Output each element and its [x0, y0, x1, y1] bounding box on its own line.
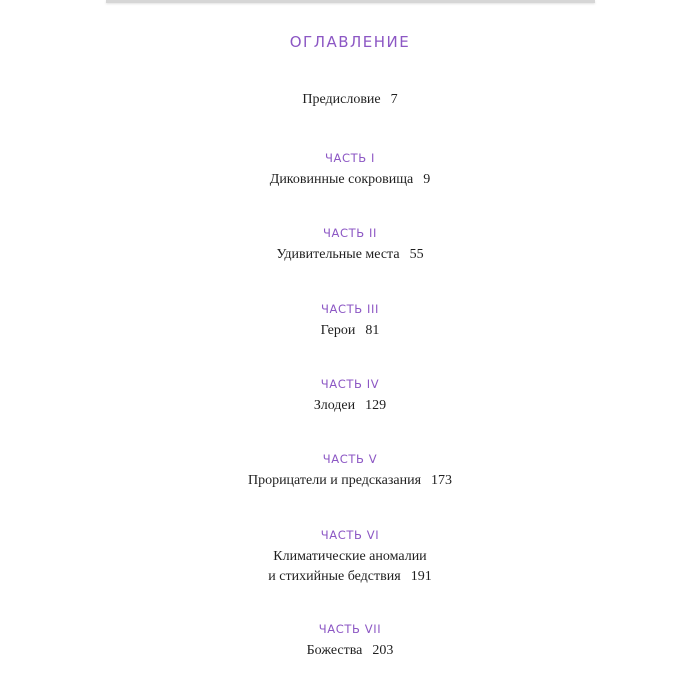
entry-title-continued: и стихийные бедствия	[268, 569, 401, 584]
entry-title-line	[0, 396, 700, 416]
top-border	[106, 0, 595, 3]
part-label: ЧАСТЬ VII	[318, 622, 382, 636]
entry-title-line	[0, 321, 700, 341]
part-label: ЧАСТЬ II	[323, 226, 377, 240]
part-label: ЧАСТЬ VI	[320, 528, 380, 542]
toc-entry-part-2	[0, 226, 700, 265]
toc-entry-preface	[0, 90, 700, 110]
toc-entry-part-7	[0, 622, 700, 661]
toc-entry-part-3	[0, 302, 700, 341]
toc-entry-part-4	[0, 377, 700, 416]
toc-entry-part-5	[0, 452, 700, 491]
entry-page-number: 55	[409, 247, 424, 262]
entry-page-number: 203	[372, 643, 394, 658]
entry-title: Злодеи	[313, 398, 356, 413]
entry-title: Прорицатели и предсказания	[247, 473, 422, 488]
part-label: ЧАСТЬ V	[322, 452, 378, 466]
part-label: ЧАСТЬ IV	[320, 377, 380, 391]
toc-entry-part-1	[0, 151, 700, 190]
entry-title: Божества	[306, 643, 363, 658]
entry-page-number: 129	[365, 398, 387, 413]
entry-page-number: 7	[390, 92, 398, 107]
entry-title-line	[0, 90, 700, 110]
entry-page-number: 191	[410, 569, 432, 584]
entry-title: Климатические аномалии	[273, 549, 427, 564]
entry-title: Удивительные места	[276, 247, 400, 262]
entry-title: Герои	[320, 323, 356, 338]
entry-title: Предисловие	[302, 92, 381, 107]
entry-page-number: 173	[431, 473, 453, 488]
part-label: ЧАСТЬ III	[321, 302, 379, 316]
entry-title-line	[0, 567, 700, 587]
toc-entry-part-6	[0, 528, 700, 587]
entry-title-line	[0, 245, 700, 265]
entry-title-line	[0, 471, 700, 491]
toc-heading: ОГЛАВЛЕНИЕ	[289, 33, 411, 51]
entry-title-line	[0, 641, 700, 661]
entry-page-number: 81	[365, 323, 380, 338]
entry-title-line	[0, 170, 700, 190]
part-label: ЧАСТЬ I	[325, 151, 375, 165]
entry-title: Диковинные сокровища	[269, 172, 414, 187]
entry-page-number: 9	[423, 172, 431, 187]
